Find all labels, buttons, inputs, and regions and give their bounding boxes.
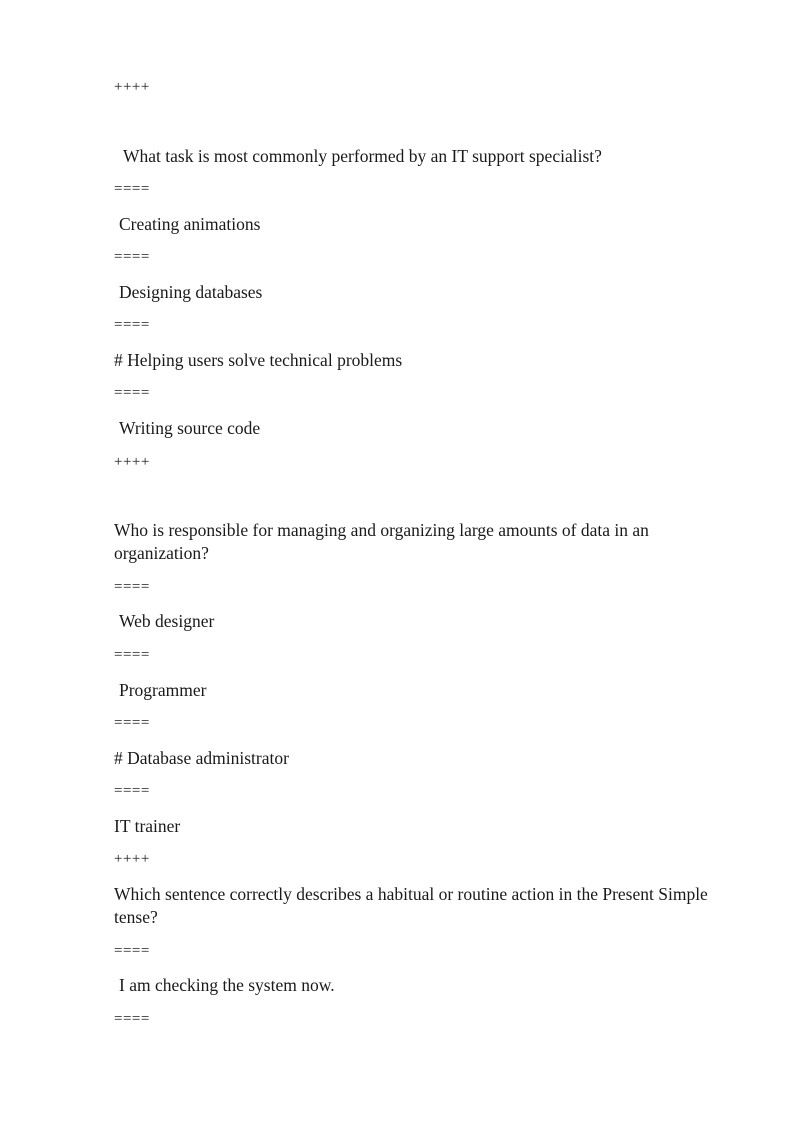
option-separator: ==== — [114, 181, 150, 197]
question-separator: ++++ — [114, 79, 150, 95]
q2-option-3-correct: # Database administrator — [114, 748, 289, 768]
question-2-text: Who is responsible for managing and organizing large amounts of data in an organization? — [114, 520, 654, 563]
option-separator: ==== — [114, 579, 150, 595]
option-separator: ==== — [114, 317, 150, 333]
question-separator: ++++ — [114, 454, 150, 470]
q1-option-1: Creating animations — [119, 214, 261, 234]
q2-option-4: IT trainer — [114, 816, 181, 836]
q3-option-1: I am checking the system now. — [119, 975, 335, 995]
question-3-text: Which sentence correctly describes a habitual or routine action in the Present Simple tense? — [114, 884, 713, 927]
option-separator: ==== — [114, 783, 150, 799]
option-separator: ==== — [114, 715, 150, 731]
question-1-text: What task is most commonly performed by an IT support specialist? — [123, 146, 602, 166]
q2-option-1: Web designer — [119, 611, 215, 631]
option-separator: ==== — [114, 249, 150, 265]
question-separator: ++++ — [114, 851, 150, 867]
q1-option-2: Designing databases — [119, 282, 263, 302]
q1-option-3-correct: # Helping users solve technical problems — [114, 350, 403, 370]
q1-option-4: Writing source code — [119, 418, 261, 438]
option-separator: ==== — [114, 943, 150, 959]
option-separator: ==== — [114, 385, 150, 401]
q2-option-2: Programmer — [119, 680, 207, 700]
option-separator: ==== — [114, 647, 150, 663]
option-separator: ==== — [114, 1011, 150, 1027]
